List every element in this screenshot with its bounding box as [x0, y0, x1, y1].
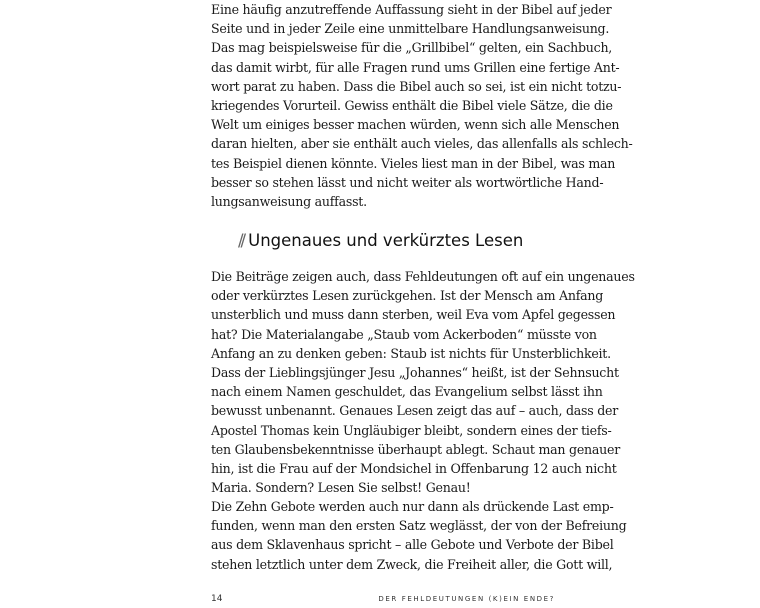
- text-line: nach einem Namen geschuldet, das Evangelium selbst lässt ihn: [211, 384, 603, 400]
- text-line: bewusst unbenannt. Genaues Lesen zeigt das auf – auch, dass der: [211, 403, 618, 419]
- text-line: Das mag beispielsweise für die „Grillbibel“ gelten, ein Sachbuch,: [211, 40, 613, 56]
- text-line: ten Glaubensbekenntnisse überhaupt ablegt. Schaut man genauer: [211, 441, 621, 457]
- text-line: Welt um einiges besser machen würden, wenn sich alle Menschen: [211, 117, 620, 133]
- text-line: hin, ist die Frau auf der Mondsichel in Offenbarung 12 auch nicht: [211, 460, 617, 476]
- section-heading-title: Ungenaues und verkürztes Lesen: [248, 231, 524, 250]
- text-line: daran hielten, aber sie enthält auch vieles, das allenfalls als schlech-: [211, 136, 633, 152]
- text-line: Seite und in jeder Zeile eine unmittelbare Handlungsanweisung.: [211, 21, 610, 37]
- text-line: Die Beiträge zeigen auch, dass Fehldeutungen oft auf ein ungenaues: [211, 269, 635, 284]
- paragraph-intro: [211, 0, 633, 211]
- text-line: unsterblich und muss dann sterben, weil Eva vom Apfel gegessen: [211, 307, 616, 323]
- text-line: aus dem Sklavenhaus spricht – alle Gebote und Verbote der Bibel: [211, 537, 614, 553]
- text-line: Anfang an zu denken geben: Staub ist nichts für Unsterblichkeit.: [211, 345, 611, 361]
- text-line: lungsanweisung auffasst.: [211, 193, 367, 209]
- paragraph-commandments: [211, 497, 627, 574]
- text-line: besser so stehen lässt und nicht weiter als wortwörtliche Hand-: [211, 174, 604, 190]
- text-line: Apostel Thomas kein Ungläubiger bleibt, sondern eines der tiefs-: [211, 422, 612, 438]
- text-line: das damit wirbt, für alle Fragen rund ums Grillen eine fertige Ant-: [211, 59, 620, 75]
- page-number: 14: [211, 594, 223, 604]
- text-line: kriegendes Vorurteil. Gewiss enthält die Bibel viele Sätze, die die: [211, 97, 613, 113]
- text-line: hat? Die Materialangabe „Staub vom Ackerboden“ müsste von: [211, 326, 597, 342]
- heading-marker: //: [238, 231, 244, 250]
- paragraph-body: [211, 267, 635, 497]
- text-line: Dass der Lieblingsjünger Jesu „Johannes“ heißt, ist der Sehnsucht: [211, 364, 619, 380]
- section-heading: [238, 230, 523, 252]
- text-line: wort parat zu haben. Dass die Bibel auch so sei, ist ein nicht totzu-: [211, 78, 622, 94]
- text-line: Maria. Sondern? Lesen Sie selbst! Genau!: [211, 480, 471, 496]
- text-line: stehen letztlich unter dem Zweck, die Freiheit aller, die Gott will,: [211, 556, 613, 572]
- text-line: Eine häufig anzutreffende Auffassung sieht in der Bibel auf jeder: [211, 2, 612, 17]
- running-head: DER FEHLDEUTUNGEN (K)EIN ENDE?: [378, 595, 555, 603]
- text-line: Die Zehn Gebote werden auch nur dann als drückende Last emp-: [211, 499, 614, 514]
- text-line: oder verkürztes Lesen zurückgehen. Ist der Mensch am Anfang: [211, 288, 604, 304]
- text-line: tes Beispiel dienen könnte. Vieles liest man in der Bibel, was man: [211, 155, 616, 171]
- text-line: funden, wenn man den ersten Satz weglässt, der von der Befreiung: [211, 518, 627, 534]
